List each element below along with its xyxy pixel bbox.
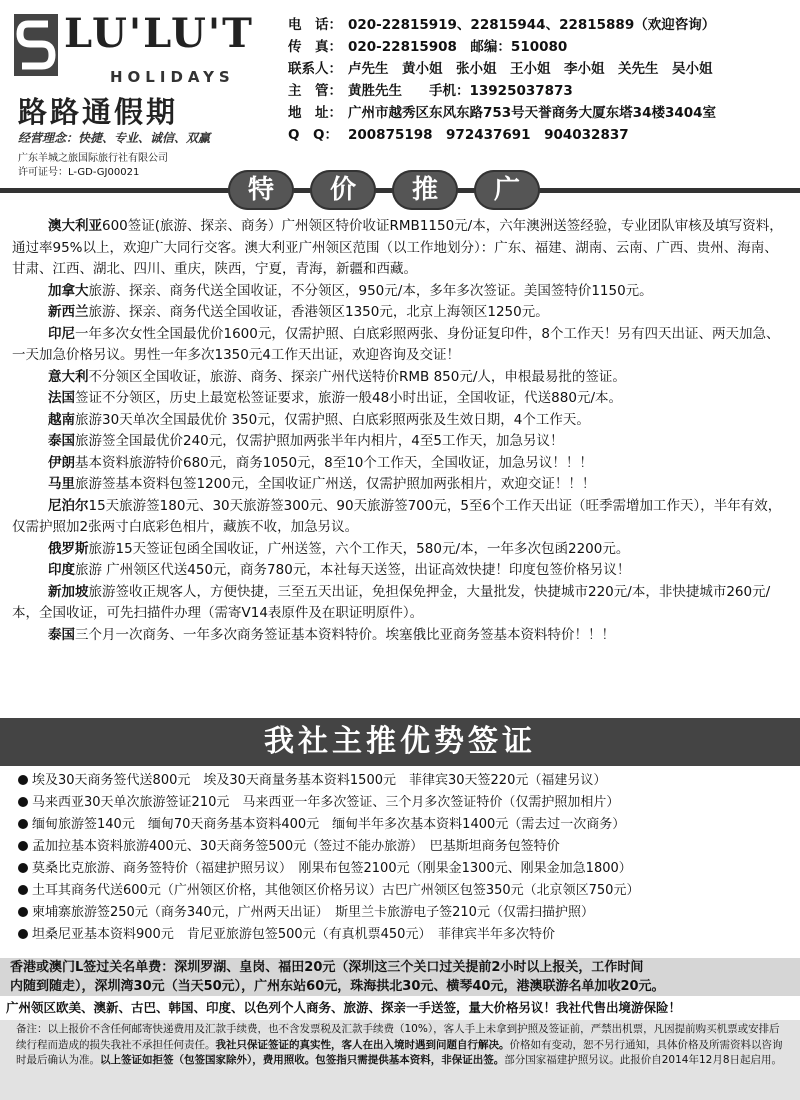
contact-label: 地 址： xyxy=(288,105,342,121)
hk-macau-section xyxy=(0,958,800,996)
promo-item xyxy=(12,474,790,496)
list-item xyxy=(18,902,793,924)
promo-country: 法国 xyxy=(48,390,75,406)
promo-country: 越南 xyxy=(48,411,75,428)
promo-text: 基本资料旅游特价680元，商务1050元，8至10个工作天，全国收证，加急另议！！！ xyxy=(75,454,593,471)
banner-tiles xyxy=(228,170,540,210)
contact-value: 卢先生 黄小姐 张小姐 王小姐 李小姐 关先生 吴小姐 xyxy=(348,61,713,77)
promo-country: 马里 xyxy=(48,476,75,492)
promo-country: 澳大利亚 xyxy=(48,218,102,234)
contact-value: 020-22815919、22815944、22815889（欢迎咨询） xyxy=(348,17,716,33)
list-item xyxy=(18,880,793,902)
banner-char: 推 xyxy=(392,170,458,210)
license-number: 许可证号：L-GD-GJ00021 xyxy=(18,167,140,178)
promo-item xyxy=(12,453,790,475)
header xyxy=(0,0,800,178)
contact-value: 广州市越秀区东风东路753号天誉商务大厦东塔34楼3404室 xyxy=(348,105,717,121)
list-item-text: 柬埔寨旅游签250元（商务340元，广州两天出证） 斯里兰卡旅游电子签210元（仅需扫描护照） xyxy=(32,905,594,920)
notes-text xyxy=(0,1020,800,1069)
special-offer-banner xyxy=(0,170,800,210)
notes-bold: 我社只保证签证的真实性，客人在出入境时遇到问题自行解决。 xyxy=(215,1038,510,1051)
hk-macau-line: 香港或澳门L签过关名单费：深圳罗湖、皇岗、福田20元（深圳这三个关口过关提前2小时以上报关，工作时间 xyxy=(10,960,644,975)
hk-macau-line: 内随到随走），深圳湾30元（当天50元），广州东站60元，珠海拱北30元、横琴40元，港澳联游名单加收20元。 xyxy=(10,979,665,994)
bullet-icon xyxy=(18,797,28,807)
featured-visa-banner: 我社主推优势签证 xyxy=(0,718,800,766)
promo-text: 一年多次女性全国最优价1600元，仅需护照、白底彩照两张、身份证复印件，8个工作天！另有四天出证、两天加急、一天加急价格另议。男性一年多次1350元4工作天出证，欢迎咨询及交证！ xyxy=(12,325,780,363)
promo-item xyxy=(12,324,790,367)
logo-latin-text: LU'LU'T xyxy=(64,10,254,57)
contact-label: 主 管： xyxy=(288,83,342,99)
contact-value: 020-22815908 邮编：510080 xyxy=(348,39,568,55)
promo-text: 旅游、探亲、商务代送全国收证，不分领区，950元/本，多年多次签证。美国签特价1150元。 xyxy=(88,282,653,299)
promo-country: 泰国 xyxy=(48,433,75,449)
promo-item xyxy=(12,302,790,324)
list-item xyxy=(18,770,793,792)
promo-text: 15天旅游签180元、30天旅游签300元、90天旅游签700元，5至6个工作天出证（旺季需增加工作天），半年有效，仅需护照加2张两寸白底彩色相片，藏族不收，加急另议。 xyxy=(12,497,782,535)
promo-text: 签证不分领区，历史上最宽松签证要求，旅游一般48小时出证，全国收证，代送880元/本。 xyxy=(75,390,622,406)
list-item xyxy=(18,924,793,946)
contact-label: 联系人： xyxy=(288,61,342,77)
list-item-text: 莫桑比克旅游、商务签特价（福建护照另议） 刚果布包签2100元（刚果金1300元、刚果金加急1800） xyxy=(32,861,632,876)
contact-row-address xyxy=(288,102,798,124)
promo-text: 三个月一次商务、一年多次商务签证基本资料特价。埃塞俄比亚商务签基本资料特价！！！ xyxy=(75,626,615,643)
contact-block xyxy=(288,14,798,146)
promo-country: 意大利 xyxy=(48,368,89,385)
contact-row-qq xyxy=(288,124,798,146)
notes-bold: 以上签证如拒签（包签国家除外），费用照收。包签指只需提供基本资料，非保证出签。 xyxy=(100,1054,505,1067)
logo-holidays-text: HOLIDAYS xyxy=(110,68,235,86)
logo-chinese-name: 路路通假期 xyxy=(18,95,179,129)
banner-char: 特 xyxy=(228,170,294,210)
contact-row-fax xyxy=(288,36,798,58)
contact-label: 电 话： xyxy=(288,17,342,33)
promo-country: 印尼 xyxy=(48,325,75,342)
list-item-text: 孟加拉基本资料旅游400元、30天商务签500元（签过不能办旅游） 巴基斯坦商务包签特价 xyxy=(32,839,560,854)
bullet-icon xyxy=(18,841,28,851)
bullet-icon xyxy=(18,775,28,785)
promo-text: 旅游15天签证包函全国收证，广州送签，六个工作天，580元/本，一年多次包函2200元。 xyxy=(88,540,630,557)
notes-part: 部分国家福建护照另议。此报价自2014年12月8日起启用。 xyxy=(504,1054,783,1067)
service-highlight: 广州领区欧美、澳新、古巴、韩国、印度、以色列个人商务、旅游、探亲一手送签，量大价格另议！我社代售出境游保险！ xyxy=(6,1000,682,1015)
contact-value: 200875198 972437691 904032837 xyxy=(348,127,629,143)
list-item-text: 坦桑尼亚基本资料900元 肯尼亚旅游包签500元（有真机票450元） 菲律宾半年多次特价 xyxy=(32,927,555,942)
list-item xyxy=(18,814,793,836)
promo-section xyxy=(12,216,790,646)
bullet-icon xyxy=(18,863,28,873)
promo-item xyxy=(12,496,790,539)
bullet-icon xyxy=(18,885,28,895)
contact-row-people xyxy=(288,58,798,80)
promo-country: 伊朗 xyxy=(48,454,75,471)
contact-label: 传 真： xyxy=(288,39,342,55)
bullet-icon xyxy=(18,907,28,917)
list-item-text: 马来西亚30天单次旅游签证210元 马来西亚一年多次签证、三个月多次签证特价（仅需护照加相片） xyxy=(32,795,620,810)
notes-part: 以上报价不含任何邮寄快递费用及汇款手续费，也不含发票税及汇款手续费（10%），客人手上未拿到护照及签证前，严禁出机票，凡因提前购买机票或安排后续行程而造成的损失我社不承担任何责任。 xyxy=(16,1023,780,1051)
promo-country: 尼泊尔 xyxy=(48,497,89,514)
list-item xyxy=(18,792,793,814)
promo-text: 旅游、探亲、商务代送全国收证，香港领区1350元，北京上海领区1250元。 xyxy=(88,304,549,320)
slogan: 经营理念：快捷、专业、诚信、双赢 xyxy=(18,131,211,145)
promo-text: 600签证(旅游、探亲、商务）广州领区特价收证RMB1150元/本，六年澳洲送签经验，专业团队审核及填写资料，通过率95%以上，欢迎广大同行交客。澳大利亚广州领区范围（以工作地划分）：广东、福建、湖南、云南、广西、贵州、海南、甘肃、江西、湖北、四川、重庆，陕西，宁夏，青海，新疆和西藏。 xyxy=(12,218,783,277)
promo-item xyxy=(12,281,790,303)
promo-text: 旅游 广州领区代送450元，商务780元，本社每天送签，出证高效快捷！印度包签价格另议！ xyxy=(75,562,631,578)
promo-item xyxy=(12,560,790,582)
company-name: 广东羊城之旅国际旅行社有限公司 xyxy=(18,153,168,164)
bullet-icon xyxy=(18,819,28,829)
banner-char: 价 xyxy=(310,170,376,210)
promo-text: 不分领区全国收证，旅游、商务、探亲广州代送特价RMB 850元/人，申根最易批的签证。 xyxy=(88,368,626,385)
promo-text: 旅游签收正规客人，方便快捷，三至五天出证，免担保免押金，大量批发，快捷城市220元/本，非快捷城市260元/本，全国收证，可先扫描件办理（需寄V14表原件及在职证明原件）。 xyxy=(12,583,771,621)
list-item xyxy=(18,836,793,858)
list-item-text: 缅甸旅游签140元 缅甸70天商务基本资料400元 缅甸半年多次基本资料1400元（需去过一次商务） xyxy=(32,817,626,832)
promo-item xyxy=(12,431,790,453)
promo-text: 旅游30天单次全国最优价 350元，仅需护照、白底彩照两张及生效日期，4个工作天。 xyxy=(75,411,590,428)
promo-text: 旅游签全国最优价240元，仅需护照加两张半年内相片，4至5工作天，加急另议！ xyxy=(75,433,564,449)
list-item-text: 土耳其商务代送600元（广州领区价格，其他领区价格另议）古巴广州领区包签350元（北京领区750元） xyxy=(32,883,640,898)
promo-item xyxy=(12,625,790,647)
notes-part: 价格如有变动，恕不另行通知，具体价格及所需资料以咨询时最后确认为准。 xyxy=(16,1038,783,1067)
promo-country: 泰国 xyxy=(48,626,75,643)
promo-country: 新加坡 xyxy=(48,583,89,600)
contact-label: Q Q： xyxy=(288,127,338,143)
promo-item xyxy=(12,388,790,410)
logo-s-icon xyxy=(14,14,58,76)
contact-row-manager xyxy=(288,80,798,102)
featured-visa-list xyxy=(18,770,793,946)
banner-char: 广 xyxy=(474,170,540,210)
promo-item xyxy=(12,367,790,389)
promo-text: 旅游签基本资料包签1200元，全国收证广州送，仅需护照加两张相片，欢迎交证！！！ xyxy=(75,476,596,492)
promo-country: 俄罗斯 xyxy=(48,540,89,557)
promo-item xyxy=(12,216,790,281)
contact-value: 黄胜先生 手机：13925037873 xyxy=(348,83,573,99)
notes-label: 备注： xyxy=(16,1023,48,1035)
list-item xyxy=(18,858,793,880)
promo-country: 加拿大 xyxy=(48,282,89,299)
list-item-text: 埃及30天商务签代送800元 埃及30天商量务基本资料1500元 菲律宾30天签220元（福建另议） xyxy=(32,773,607,788)
promo-item xyxy=(12,582,790,625)
promo-country: 印度 xyxy=(48,562,75,578)
notes-section xyxy=(0,1020,800,1100)
promo-item xyxy=(12,410,790,432)
promo-country: 新西兰 xyxy=(48,304,89,320)
promo-item xyxy=(12,539,790,561)
bullet-icon xyxy=(18,929,28,939)
contact-row-phone xyxy=(288,14,798,36)
